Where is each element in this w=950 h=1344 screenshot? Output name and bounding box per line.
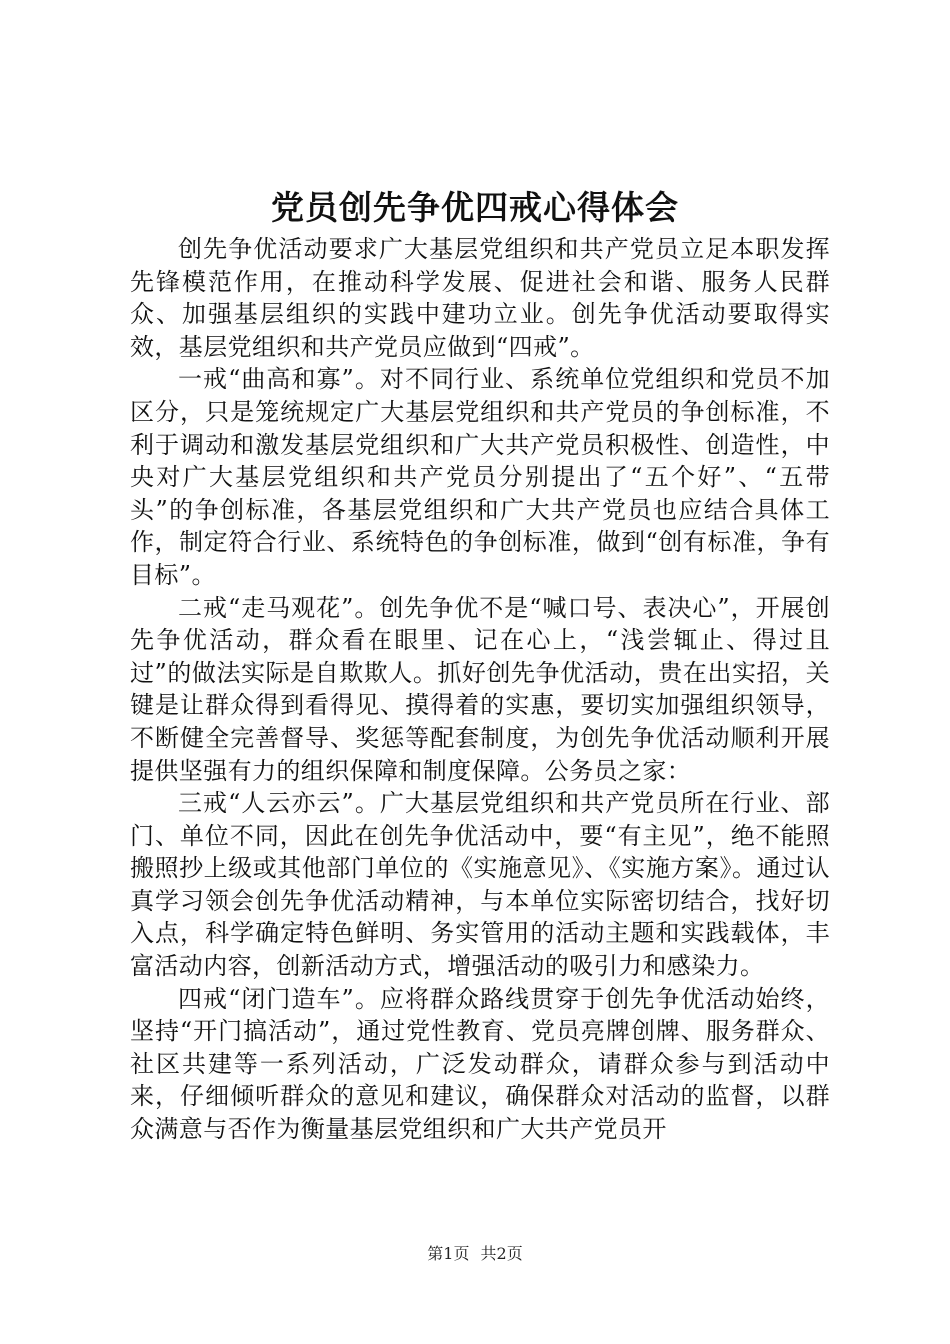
paragraph-third-caution: 三戒“人云亦云”。广大基层党组织和共产党员所在行业、部门、单位不同，因此在创先争优活动中，要“有主见”，绝不能照搬照抄上级或其他部门单位的《实施意见》、《实施方案》。通过认真学习领会创先争优活动精神，与本单位实际密切结合，找好切入点，科学确定特色鲜明、务实管用的活动主题和实践载体，丰富活动内容，创新活动方式，增强活动的吸引力和感染力。	[130, 789, 830, 981]
page-number: 第1页	[427, 1244, 470, 1263]
paragraph-fourth-caution: 四戒“闭门造车”。应将群众路线贯穿于创先争优活动始终，坚持“开门搞活动”，通过党性教育、党员亮牌创牌、服务群众、社区共建等一系列活动，广泛发动群众，请群众参与到活动中来，仔细倾听群众的意见和建议，确保群众对活动的监督，以群众满意与否作为衡量基层党组织和广大共产党员开	[130, 984, 830, 1144]
paragraph-second-caution: 二戒“走马观花”。创先争优不是“喊口号、表决心”，开展创先争优活动，群众看在眼里、记在心上，“浅尝辄止、得过且过”的做法实际是自欺欺人。抓好创先争优活动，贵在出实招，关键是让群众得到看得见、摸得着的实惠，要切实加强组织领导，不断健全完善督导、奖惩等配套制度，为创先争优活动顺利开展提供坚强有力的组织保障和制度保障。公务员之家：	[130, 593, 830, 785]
document-title: 党员创先争优四戒心得体会	[271, 188, 679, 227]
paragraph-first-caution: 一戒“曲高和寡”。对不同行业、系统单位党组织和党员不加区分，只是笼统规定广大基层党组织和共产党员的争创标准，不利于调动和激发基层党组织和广大共产党员积极性、创造性，中央对广大基层党组织和共产党员分别提出了“五个好”、“五带头”的争创标准，各基层党组织和广大共产党员也应结合具体工作，制定符合行业、系统特色的争创标准，做到“创有标准，争有目标”。	[130, 365, 830, 589]
page-total: 共2页	[480, 1244, 523, 1263]
page-footer	[0, 1243, 950, 1265]
document-body	[130, 233, 830, 1146]
paragraph-intro: 创先争优活动要求广大基层党组织和共产党员立足本职发挥先锋模范作用，在推动科学发展、促进社会和谐、服务人民群众、加强基层组织的实践中建功立业。创先争优活动要取得实效，基层党组织和共产党员应做到“四戒”。	[130, 235, 830, 361]
